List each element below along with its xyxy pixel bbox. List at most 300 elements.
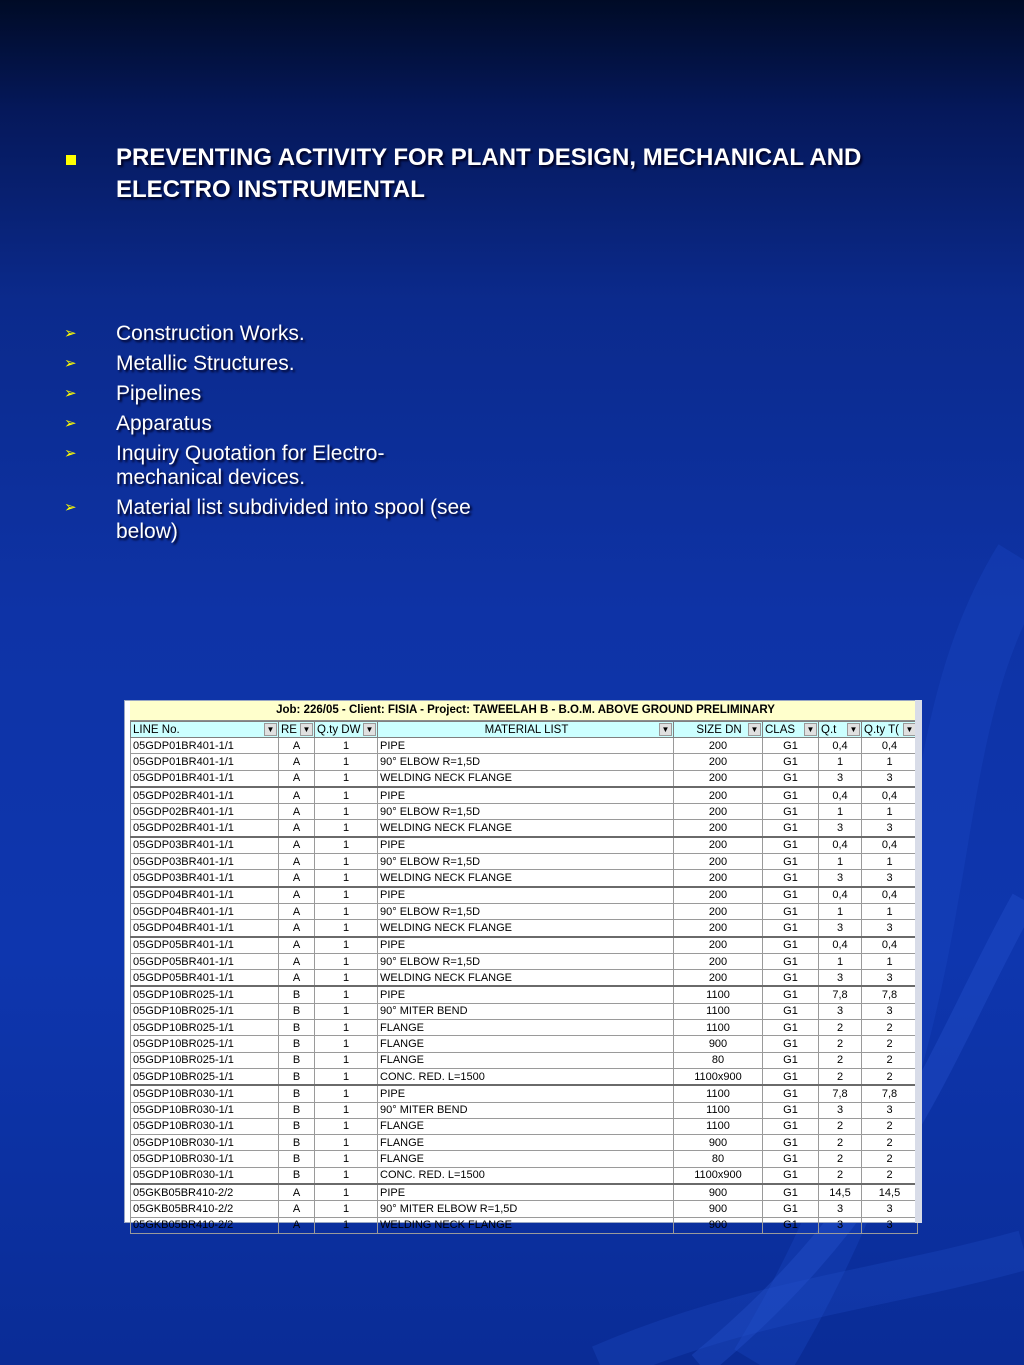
table-cell[interactable]: B — [279, 1036, 315, 1052]
table-cell[interactable]: 3 — [862, 770, 918, 787]
table-row — [131, 854, 918, 870]
sheet-title: Job: 226/05 - Client: FISIA - Project: TAWEELAH B - B.O.M. ABOVE GROUND PRELIMINARY — [130, 701, 921, 721]
table-row — [131, 1217, 918, 1233]
table-cell[interactable]: PIPE — [378, 986, 674, 1003]
table-cell[interactable]: A — [279, 903, 315, 919]
header-qty[interactable]: Q.t ▼ — [819, 722, 862, 738]
table-cell[interactable]: PIPE — [378, 937, 674, 954]
table-cell[interactable]: G1 — [763, 953, 819, 969]
table-cell[interactable]: 05GDP10BR030-1/1 — [131, 1102, 279, 1118]
table-cell[interactable]: 1100 — [674, 1102, 763, 1118]
table-cell[interactable]: 90° MITER ELBOW R=1,5D — [378, 1201, 674, 1217]
table-row — [131, 953, 918, 969]
table-cell[interactable]: 7,8 — [862, 986, 918, 1003]
table-cell[interactable]: A — [279, 1217, 315, 1233]
filter-dropdown-icon[interactable]: ▼ — [363, 723, 376, 736]
table-row — [131, 1167, 918, 1184]
table-cell[interactable]: 1 — [819, 754, 862, 770]
table-cell[interactable]: 1 — [315, 770, 378, 787]
table-cell[interactable]: PIPE — [378, 1085, 674, 1102]
table-cell[interactable]: 90° ELBOW R=1,5D — [378, 754, 674, 770]
table-cell[interactable]: 2 — [819, 1118, 862, 1134]
table-cell[interactable]: 0,4 — [862, 887, 918, 904]
table-cell[interactable]: 200 — [674, 804, 763, 820]
table-cell[interactable]: B — [279, 1135, 315, 1151]
table-cell[interactable]: 05GDP10BR030-1/1 — [131, 1151, 279, 1167]
table-cell[interactable]: G1 — [763, 820, 819, 837]
table-cell[interactable]: 1 — [315, 1151, 378, 1167]
table-cell[interactable]: G1 — [763, 887, 819, 904]
table-cell[interactable]: 7,8 — [862, 1085, 918, 1102]
table-row — [131, 920, 918, 937]
table-cell[interactable]: 1 — [315, 804, 378, 820]
table-cell[interactable]: PIPE — [378, 1184, 674, 1201]
bullet-item: ➢ Material list subdivided into spool (see below) — [64, 496, 471, 543]
table-row — [131, 1118, 918, 1134]
table-row — [131, 870, 918, 887]
table-cell[interactable]: G1 — [763, 1003, 819, 1019]
table-cell[interactable]: 200 — [674, 903, 763, 919]
table-cell[interactable]: 1 — [315, 887, 378, 904]
square-bullet-icon — [66, 155, 76, 165]
table-row — [131, 1184, 918, 1201]
table-cell[interactable]: 05GKB05BR410-2/2 — [131, 1201, 279, 1217]
table-cell[interactable]: 05GDP10BR030-1/1 — [131, 1085, 279, 1102]
table-cell[interactable]: PIPE — [378, 887, 674, 904]
table-cell[interactable]: 1 — [315, 837, 378, 854]
table-cell[interactable]: 05GDP01BR401-1/1 — [131, 770, 279, 787]
table-cell[interactable]: 1 — [315, 854, 378, 870]
table-cell[interactable]: A — [279, 854, 315, 870]
table-cell[interactable]: FLANGE — [378, 1118, 674, 1134]
table-cell[interactable]: G1 — [763, 837, 819, 854]
table-cell[interactable]: FLANGE — [378, 1151, 674, 1167]
table-cell[interactable]: 1 — [862, 854, 918, 870]
table-cell[interactable]: 200 — [674, 854, 763, 870]
table-cell[interactable]: A — [279, 1184, 315, 1201]
table-cell[interactable]: G1 — [763, 1201, 819, 1217]
table-cell[interactable]: WELDING NECK FLANGE — [378, 970, 674, 987]
table-cell[interactable]: CONC. RED. L=1500 — [378, 1068, 674, 1085]
table-cell[interactable]: 1 — [315, 1201, 378, 1217]
table-cell[interactable]: 900 — [674, 1201, 763, 1217]
table-cell[interactable]: 05GDP10BR030-1/1 — [131, 1135, 279, 1151]
table-cell[interactable]: 3 — [862, 870, 918, 887]
table-cell[interactable]: 0,4 — [819, 887, 862, 904]
table-cell[interactable]: 3 — [862, 1201, 918, 1217]
table-cell[interactable]: 05GDP10BR025-1/1 — [131, 1036, 279, 1052]
table-cell[interactable]: 1 — [315, 986, 378, 1003]
table-cell[interactable]: G1 — [763, 986, 819, 1003]
table-cell[interactable]: A — [279, 738, 315, 754]
table-cell[interactable]: 3 — [819, 1102, 862, 1118]
table-cell[interactable]: 1 — [819, 854, 862, 870]
table-cell[interactable]: 900 — [674, 1184, 763, 1201]
table-cell[interactable]: 1 — [315, 787, 378, 804]
table-cell[interactable]: 2 — [819, 1151, 862, 1167]
table-cell[interactable]: G1 — [763, 1151, 819, 1167]
table-cell[interactable]: 05GDP03BR401-1/1 — [131, 870, 279, 887]
table-cell[interactable]: G1 — [763, 1085, 819, 1102]
table-cell[interactable]: G1 — [763, 770, 819, 787]
arrow-bullet-icon: ➢ — [64, 415, 77, 432]
table-cell[interactable]: B — [279, 1020, 315, 1036]
table-cell[interactable]: 1 — [315, 920, 378, 937]
filter-dropdown-icon[interactable]: ▼ — [659, 723, 672, 736]
table-cell[interactable]: G1 — [763, 1020, 819, 1036]
header-qty-dw[interactable]: Q.ty DW ▼ — [315, 722, 378, 738]
table-row — [131, 820, 918, 837]
table-cell[interactable]: G1 — [763, 1102, 819, 1118]
header-material-list[interactable]: MATERIAL LIST ▼ — [378, 722, 674, 738]
table-row — [131, 754, 918, 770]
table-cell[interactable]: G1 — [763, 1118, 819, 1134]
filter-dropdown-icon[interactable]: ▼ — [903, 723, 916, 736]
table-cell[interactable]: 05GDP10BR025-1/1 — [131, 1003, 279, 1019]
table-cell[interactable]: 2 — [862, 1020, 918, 1036]
table-cell[interactable]: B — [279, 1068, 315, 1085]
arrow-bullet-icon: ➢ — [64, 499, 77, 516]
header-line-no[interactable]: LINE No. ▼ — [131, 722, 279, 738]
table-cell[interactable]: 1 — [862, 953, 918, 969]
filter-dropdown-icon[interactable]: ▼ — [300, 723, 313, 736]
table-cell[interactable]: 0,4 — [862, 937, 918, 954]
table-cell[interactable]: 1 — [315, 1102, 378, 1118]
table-cell[interactable]: WELDING NECK FLANGE — [378, 770, 674, 787]
filter-dropdown-icon[interactable]: ▼ — [264, 723, 277, 736]
table-cell[interactable]: 0,4 — [862, 787, 918, 804]
table-cell[interactable]: 80 — [674, 1052, 763, 1068]
table-cell[interactable]: A — [279, 1201, 315, 1217]
table-cell[interactable]: WELDING NECK FLANGE — [378, 820, 674, 837]
table-cell[interactable]: 3 — [819, 970, 862, 987]
table-row — [131, 1201, 918, 1217]
table-cell[interactable]: 7,8 — [819, 1085, 862, 1102]
table-cell[interactable]: WELDING NECK FLANGE — [378, 920, 674, 937]
arrow-bullet-icon: ➢ — [64, 445, 77, 462]
table-cell[interactable]: A — [279, 787, 315, 804]
table-cell[interactable]: 1 — [315, 1217, 378, 1233]
table-cell[interactable]: 90° MITER BEND — [378, 1102, 674, 1118]
table-cell[interactable]: G1 — [763, 754, 819, 770]
table-cell[interactable]: 200 — [674, 837, 763, 854]
table-cell[interactable]: 3 — [819, 870, 862, 887]
table-cell[interactable]: 200 — [674, 754, 763, 770]
table-cell[interactable]: B — [279, 1118, 315, 1134]
table-cell[interactable]: 1 — [819, 903, 862, 919]
table-cell[interactable]: G1 — [763, 870, 819, 887]
table-cell[interactable]: G1 — [763, 1052, 819, 1068]
table-cell[interactable]: 1100x900 — [674, 1068, 763, 1085]
table-cell[interactable]: FLANGE — [378, 1036, 674, 1052]
table-cell[interactable]: 1 — [315, 1135, 378, 1151]
table-cell[interactable]: 05GDP05BR401-1/1 — [131, 953, 279, 969]
table-cell[interactable]: A — [279, 820, 315, 837]
table-row — [131, 887, 918, 904]
table-cell[interactable]: PIPE — [378, 787, 674, 804]
table-cell[interactable]: 2 — [819, 1135, 862, 1151]
table-row — [131, 1151, 918, 1167]
table-cell[interactable]: 900 — [674, 1135, 763, 1151]
sheet-edge — [915, 700, 922, 1223]
table-cell[interactable]: G1 — [763, 1135, 819, 1151]
table-row — [131, 970, 918, 987]
slide-title — [62, 142, 962, 206]
table-cell[interactable]: 2 — [819, 1020, 862, 1036]
table-cell[interactable]: 2 — [862, 1167, 918, 1184]
header-row — [131, 722, 918, 738]
table-cell[interactable]: 1 — [315, 903, 378, 919]
table-cell[interactable]: 2 — [862, 1036, 918, 1052]
table-cell[interactable]: 1 — [315, 1052, 378, 1068]
table-cell[interactable]: A — [279, 937, 315, 954]
table-row — [131, 937, 918, 954]
table-cell[interactable]: 05GDP10BR025-1/1 — [131, 1052, 279, 1068]
table-cell[interactable]: 0,4 — [819, 937, 862, 954]
table-cell[interactable]: 1 — [819, 804, 862, 820]
table-cell[interactable]: 0,4 — [819, 787, 862, 804]
table-cell[interactable]: 1 — [315, 1184, 378, 1201]
table-cell[interactable]: 90° MITER BEND — [378, 1003, 674, 1019]
table-cell[interactable]: 200 — [674, 770, 763, 787]
bullet-list — [62, 322, 542, 550]
bullet-item: ➢ Construction Works. — [64, 322, 305, 345]
table-cell[interactable]: 05GDP05BR401-1/1 — [131, 937, 279, 954]
table-cell[interactable]: 3 — [862, 820, 918, 837]
bullet-item: ➢ Inquiry Quotation for Electro-mechanical devices. — [64, 442, 385, 489]
table-cell[interactable]: A — [279, 920, 315, 937]
table-cell[interactable]: 200 — [674, 970, 763, 987]
table-cell[interactable]: 3 — [819, 1003, 862, 1019]
table-cell[interactable]: A — [279, 887, 315, 904]
table-cell[interactable]: B — [279, 986, 315, 1003]
material-table — [130, 721, 918, 1234]
table-cell[interactable]: 200 — [674, 887, 763, 904]
table-body — [131, 738, 918, 1234]
arrow-bullet-icon: ➢ — [64, 355, 77, 372]
table-cell[interactable]: 1 — [315, 970, 378, 987]
table-cell[interactable]: 05GDP01BR401-1/1 — [131, 738, 279, 754]
table-cell[interactable]: 0,4 — [819, 837, 862, 854]
table-cell[interactable]: B — [279, 1102, 315, 1118]
table-cell[interactable]: 200 — [674, 920, 763, 937]
table-cell[interactable]: 3 — [862, 970, 918, 987]
table-row — [131, 1052, 918, 1068]
table-cell[interactable]: B — [279, 1151, 315, 1167]
table-cell[interactable]: 2 — [819, 1068, 862, 1085]
table-cell[interactable]: 3 — [819, 1201, 862, 1217]
header-size-dn[interactable]: SIZE DN ▼ — [674, 722, 763, 738]
table-cell[interactable]: 3 — [862, 1102, 918, 1118]
table-cell[interactable]: G1 — [763, 1036, 819, 1052]
table-cell[interactable]: 05GKB05BR410-2/2 — [131, 1217, 279, 1233]
bullet-item: ➢ Metallic Structures. — [64, 352, 295, 375]
table-cell[interactable]: 1 — [315, 870, 378, 887]
table-cell[interactable]: 2 — [819, 1036, 862, 1052]
table-cell[interactable]: 1 — [315, 1118, 378, 1134]
table-cell[interactable]: PIPE — [378, 837, 674, 854]
table-cell[interactable]: 1100x900 — [674, 1167, 763, 1184]
table-cell[interactable]: 200 — [674, 738, 763, 754]
table-cell[interactable]: G1 — [763, 1068, 819, 1085]
table-cell[interactable]: 90° ELBOW R=1,5D — [378, 854, 674, 870]
table-cell[interactable]: 200 — [674, 953, 763, 969]
table-cell[interactable]: 2 — [862, 1118, 918, 1134]
table-cell[interactable]: 1 — [862, 903, 918, 919]
table-cell[interactable]: A — [279, 837, 315, 854]
table-cell[interactable]: B — [279, 1167, 315, 1184]
table-cell[interactable]: 05GKB05BR410-2/2 — [131, 1184, 279, 1201]
table-cell[interactable]: 05GDP02BR401-1/1 — [131, 787, 279, 804]
table-cell[interactable]: G1 — [763, 903, 819, 919]
table-cell[interactable]: 2 — [819, 1052, 862, 1068]
header-qty-total[interactable]: Q.ty T( ▼ — [862, 722, 918, 738]
table-cell[interactable]: 05GDP10BR030-1/1 — [131, 1167, 279, 1184]
table-cell[interactable]: 1 — [819, 953, 862, 969]
table-cell[interactable]: 05GDP05BR401-1/1 — [131, 970, 279, 987]
table-cell[interactable]: 1100 — [674, 1003, 763, 1019]
table-row — [131, 837, 918, 854]
table-cell[interactable]: FLANGE — [378, 1052, 674, 1068]
table-cell[interactable]: A — [279, 804, 315, 820]
table-row — [131, 738, 918, 754]
table-cell[interactable]: 1 — [315, 937, 378, 954]
table-cell[interactable]: G1 — [763, 1217, 819, 1233]
filter-dropdown-icon[interactable]: ▼ — [847, 723, 860, 736]
table-cell[interactable]: 1 — [315, 1036, 378, 1052]
table-cell[interactable]: 1 — [315, 1167, 378, 1184]
table-cell[interactable]: 05GDP10BR030-1/1 — [131, 1118, 279, 1134]
table-cell[interactable]: 05GDP03BR401-1/1 — [131, 837, 279, 854]
table-cell[interactable]: B — [279, 1085, 315, 1102]
table-cell[interactable]: 1 — [315, 820, 378, 837]
table-row — [131, 1020, 918, 1036]
table-cell[interactable]: 90° ELBOW R=1,5D — [378, 953, 674, 969]
table-cell[interactable]: 3 — [862, 920, 918, 937]
table-cell[interactable]: 0,4 — [819, 738, 862, 754]
table-cell[interactable]: 1100 — [674, 1020, 763, 1036]
table-row — [131, 1102, 918, 1118]
table-cell[interactable]: B — [279, 1003, 315, 1019]
table-cell[interactable]: G1 — [763, 1167, 819, 1184]
slide-title-text: PREVENTING ACTIVITY FOR PLANT DESIGN, MECHANICAL AND ELECTRO INSTRUMENTAL — [116, 144, 862, 203]
table-cell[interactable]: 900 — [674, 1036, 763, 1052]
table-cell[interactable]: G1 — [763, 738, 819, 754]
table-cell[interactable]: 3 — [819, 770, 862, 787]
table-cell[interactable]: 2 — [862, 1068, 918, 1085]
table-cell[interactable]: 1 — [862, 804, 918, 820]
table-cell[interactable]: 05GDP03BR401-1/1 — [131, 854, 279, 870]
table-cell[interactable]: G1 — [763, 1184, 819, 1201]
arrow-bullet-icon: ➢ — [64, 325, 77, 342]
table-cell[interactable]: 1 — [315, 1003, 378, 1019]
table-row — [131, 804, 918, 820]
table-cell[interactable]: 3 — [862, 1217, 918, 1233]
table-cell[interactable]: 05GDP01BR401-1/1 — [131, 754, 279, 770]
table-cell[interactable]: FLANGE — [378, 1135, 674, 1151]
table-cell[interactable]: A — [279, 754, 315, 770]
table-cell[interactable]: 200 — [674, 820, 763, 837]
table-cell[interactable]: 1 — [315, 1020, 378, 1036]
header-rev[interactable]: RE ▼ — [279, 722, 315, 738]
table-cell[interactable]: 90° ELBOW R=1,5D — [378, 903, 674, 919]
table-cell[interactable]: 900 — [674, 1217, 763, 1233]
table-cell[interactable]: WELDING NECK FLANGE — [378, 1217, 674, 1233]
table-cell[interactable]: 05GDP04BR401-1/1 — [131, 887, 279, 904]
table-cell[interactable]: 80 — [674, 1151, 763, 1167]
table-cell[interactable]: A — [279, 970, 315, 987]
table-cell[interactable]: 1 — [862, 754, 918, 770]
table-cell[interactable]: 200 — [674, 787, 763, 804]
table-cell[interactable]: 05GDP10BR025-1/1 — [131, 986, 279, 1003]
table-cell[interactable]: 0,4 — [862, 738, 918, 754]
table-cell[interactable]: 1100 — [674, 986, 763, 1003]
table-cell[interactable]: 1100 — [674, 1085, 763, 1102]
table-cell[interactable]: 3 — [862, 1003, 918, 1019]
table-row — [131, 1036, 918, 1052]
table-cell[interactable]: G1 — [763, 920, 819, 937]
table-row — [131, 986, 918, 1003]
table-cell[interactable]: FLANGE — [378, 1020, 674, 1036]
table-cell[interactable]: 1 — [315, 953, 378, 969]
header-class[interactable]: CLAS ▼ — [763, 722, 819, 738]
table-cell[interactable]: 2 — [819, 1167, 862, 1184]
table-cell[interactable]: 1100 — [674, 1118, 763, 1134]
table-cell[interactable]: G1 — [763, 937, 819, 954]
table-cell[interactable]: 05GDP10BR025-1/1 — [131, 1020, 279, 1036]
table-cell[interactable]: 05GDP02BR401-1/1 — [131, 804, 279, 820]
table-cell[interactable]: 3 — [819, 820, 862, 837]
table-cell[interactable]: 2 — [862, 1151, 918, 1167]
filter-dropdown-icon[interactable]: ▼ — [804, 723, 817, 736]
table-cell[interactable]: 05GDP10BR025-1/1 — [131, 1068, 279, 1085]
table-cell[interactable]: 1 — [315, 1068, 378, 1085]
table-cell[interactable]: A — [279, 870, 315, 887]
table-cell[interactable]: G1 — [763, 804, 819, 820]
table-cell[interactable]: 05GDP04BR401-1/1 — [131, 920, 279, 937]
table-cell[interactable]: 3 — [819, 920, 862, 937]
table-cell[interactable]: 14,5 — [862, 1184, 918, 1201]
table-cell[interactable]: 05GDP02BR401-1/1 — [131, 820, 279, 837]
table-cell[interactable]: A — [279, 770, 315, 787]
table-cell[interactable]: B — [279, 1052, 315, 1068]
table-cell[interactable]: PIPE — [378, 738, 674, 754]
table-cell[interactable]: 3 — [819, 1217, 862, 1233]
table-row — [131, 1085, 918, 1102]
table-cell[interactable]: WELDING NECK FLANGE — [378, 870, 674, 887]
table-cell[interactable]: A — [279, 953, 315, 969]
table-cell[interactable]: 1 — [315, 738, 378, 754]
table-cell[interactable]: 2 — [862, 1135, 918, 1151]
table-cell[interactable]: 200 — [674, 937, 763, 954]
table-cell[interactable]: 14,5 — [819, 1184, 862, 1201]
table-row — [131, 1003, 918, 1019]
filter-dropdown-icon[interactable]: ▼ — [748, 723, 761, 736]
table-cell[interactable]: G1 — [763, 970, 819, 987]
arrow-bullet-icon: ➢ — [64, 385, 77, 402]
table-cell[interactable]: 1 — [315, 1085, 378, 1102]
table-cell[interactable]: 7,8 — [819, 986, 862, 1003]
table-cell[interactable]: CONC. RED. L=1500 — [378, 1167, 674, 1184]
table-cell[interactable]: 200 — [674, 870, 763, 887]
table-cell[interactable]: G1 — [763, 854, 819, 870]
table-cell[interactable]: 90° ELBOW R=1,5D — [378, 804, 674, 820]
table-cell[interactable]: 05GDP04BR401-1/1 — [131, 903, 279, 919]
table-cell[interactable]: 1 — [315, 754, 378, 770]
table-cell[interactable]: G1 — [763, 787, 819, 804]
table-cell[interactable]: 0,4 — [862, 837, 918, 854]
table-cell[interactable]: 2 — [862, 1052, 918, 1068]
